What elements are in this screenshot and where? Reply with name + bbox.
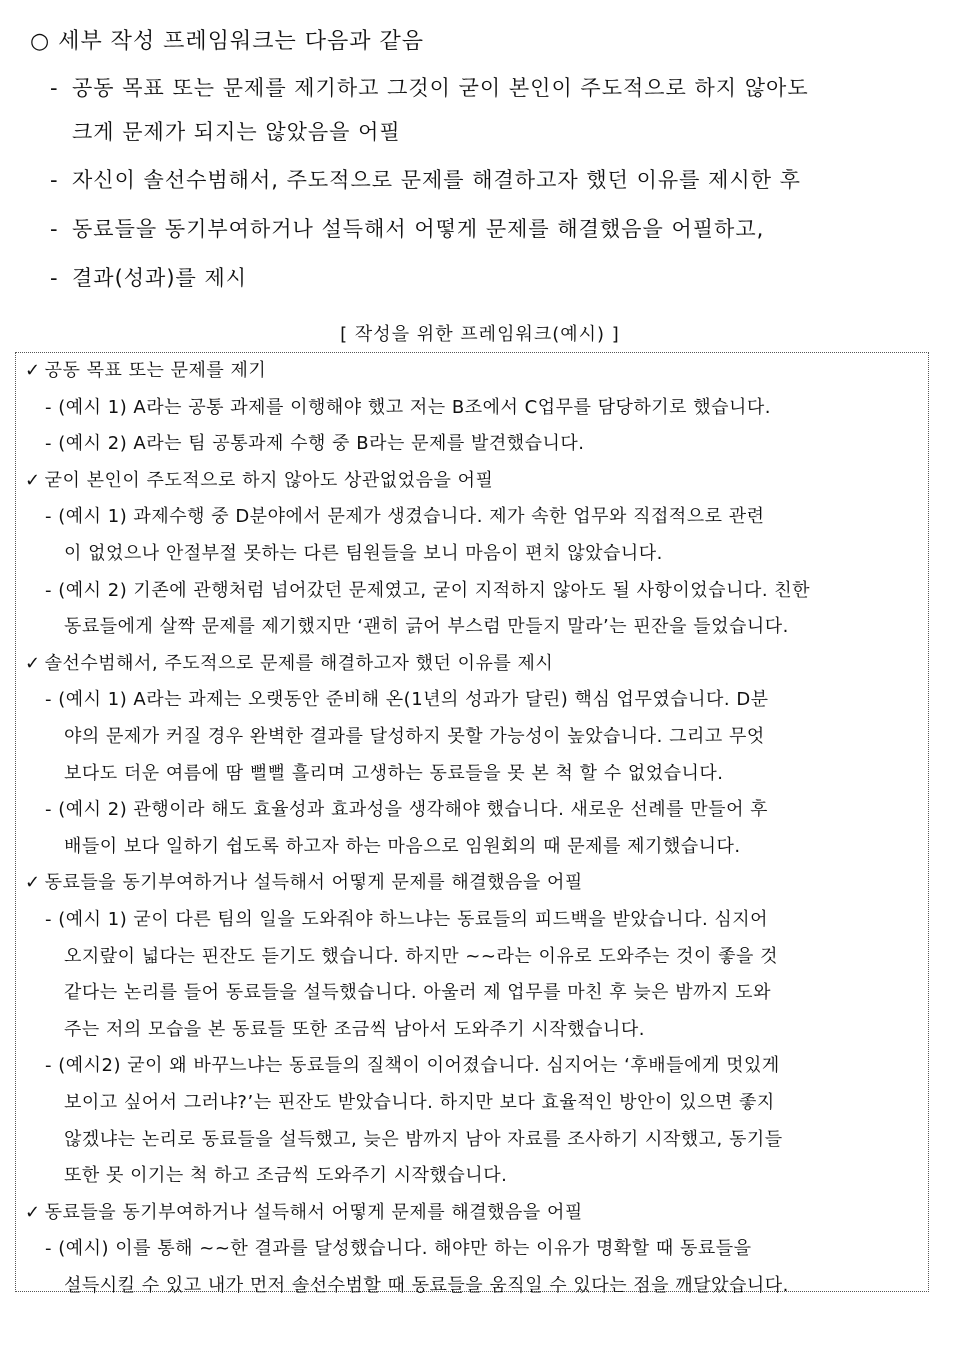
- framework-line-text: - (예시2) 굳이 왜 바꾸느냐는 동료들의 질책이 이어졌습니다. 심지어는 ‘후배들에게 멋있게: [45, 1055, 780, 1077]
- checkmark-icon: ✓: [25, 469, 41, 491]
- framework-line-text: 이 없었으나 안절부절 못하는 다른 팀원들을 보니 마음이 편치 않았습니다.: [64, 543, 663, 564]
- dash-marker: -: [50, 168, 59, 192]
- intro-item-3: [50, 207, 950, 251]
- framework-line-text: 설득시킬 수 있고 내가 먼저 솔선수범할 때 동료들을 움직일 수 있다는 점을 깨달았습니다.: [64, 1275, 789, 1296]
- framework-line-text: - (예시 2) A라는 팀 공통과제 수행 중 B라는 문제를 발견했습니다.: [45, 433, 585, 455]
- framework-line-text: 굳이 본인이 주도적으로 하지 않아도 상관없었음을 어필: [44, 469, 494, 491]
- framework-example-line: [64, 1088, 775, 1114]
- intro-item-line: 동료들을 동기부여하거나 설득해서 어떻게 문제를 해결했음을 어필하고,: [72, 217, 765, 241]
- framework-title: [ 작성을 위한 프레임워크(예시) ]: [340, 324, 620, 345]
- framework-example-line: [45, 429, 585, 455]
- framework-section-heading: [25, 466, 493, 492]
- framework-example-line: [64, 978, 771, 1004]
- intro-item-line: 공동 목표 또는 문제를 제기하고 그것이 굳이 본인이 주도적으로 하지 않아도: [72, 76, 809, 100]
- framework-box: [15, 352, 929, 1292]
- intro-item-1: [50, 66, 950, 154]
- checkmark-icon: ✓: [25, 872, 41, 894]
- framework-line-text: 또한 못 이기는 척 하고 조금씩 도와주기 시작했습니다.: [64, 1165, 508, 1187]
- framework-example-line: [64, 1125, 783, 1151]
- framework-line-text: - (예시 1) 굳이 다른 팀의 일을 도와줘야 하느냐는 동료들의 피드백을 받았습니다. 심지어: [45, 909, 769, 930]
- framework-example-line: [64, 612, 789, 638]
- dash-marker: -: [50, 266, 59, 290]
- dash-marker: -: [50, 76, 59, 100]
- framework-line-text: 같다는 논리를 들어 동료들을 설득했습니다. 아울러 제 업무를 마친 후 늦은 밤까지 도와: [64, 982, 771, 1004]
- framework-example-line: [64, 1015, 645, 1041]
- framework-line-text: 야의 문제가 커질 경우 완벽한 결과를 달성하지 못할 가능성이 높았습니다. 그리고 무엇: [64, 726, 765, 747]
- framework-section-heading: [25, 868, 583, 894]
- framework-line-text: - (예시 2) 관행이라 해도 효율성과 효과성을 생각해야 했습니다. 새로운 선례를 만들어 후: [45, 799, 769, 821]
- framework-section-heading: [25, 1198, 583, 1224]
- framework-line-text: 주는 저의 모습을 본 동료들 또한 조금씩 남아서 도와주기 시작했습니다.: [64, 1018, 645, 1040]
- framework-example-line: [45, 1234, 752, 1260]
- intro-item-4: [50, 256, 950, 300]
- framework-example-line: [45, 905, 768, 931]
- framework-line-text: - (예시 2) 기존에 관행처럼 넘어갔던 문제였고, 굳이 지적하지 않아도 될 사항이었습니다. 친한: [45, 579, 811, 601]
- framework-line-text: - (예시) 이를 통해 ~~한 결과를 달성했습니다. 해야만 하는 이유가 명확할 때 동료들을: [45, 1238, 752, 1260]
- framework-example-line: [64, 942, 778, 968]
- intro-item-line: 자신이 솔선수범해서, 주도적으로 문제를 해결하고자 했던 이유를 제시한 후: [72, 168, 801, 192]
- framework-line-text: 동료들을 동기부여하거나 설득해서 어떻게 문제를 해결했음을 어필: [44, 872, 583, 894]
- framework-example-line: [64, 539, 663, 565]
- framework-line-text: 동료들에게 살짝 문제를 제기했지만 ‘괜히 긁어 부스럼 만들지 말라’는 핀잔을 들었습니다.: [64, 616, 789, 638]
- framework-section-heading: [25, 356, 266, 382]
- framework-example-line: [64, 1271, 789, 1297]
- intro-heading: ○ 세부 작성 프레임워크는 다음과 같음: [30, 29, 424, 54]
- framework-line-text: - (예시 1) 과제수행 중 D분야에서 문제가 생겼습니다. 제가 속한 업무와 직접적으로 관련: [45, 506, 765, 528]
- checkmark-icon: ✓: [25, 1201, 41, 1223]
- framework-example-line: [45, 502, 765, 528]
- framework-section-heading: [25, 649, 553, 675]
- dash-marker: -: [50, 217, 59, 241]
- framework-line-text: - (예시 1) A라는 과제는 오랫동안 준비해 온(1년의 성과가 달린) 핵심 업무였습니다. D분: [45, 689, 769, 711]
- framework-line-text: 보이고 싶어서 그러냐?’는 핀잔도 받았습니다. 하지만 보다 효율적인 방안이 있으면 좋지: [64, 1092, 775, 1113]
- framework-line-text: 않겠냐는 논리로 동료들을 설득했고, 늦은 밤까지 남아 자료를 조사하기 시작했고, 동기들: [64, 1128, 783, 1150]
- checkmark-icon: ✓: [25, 360, 41, 381]
- framework-line-text: - (예시 1) A라는 공통 과제를 이행해야 했고 저는 B조에서 C업무를 담당하기로 했습니다.: [45, 396, 772, 418]
- framework-line-text: 솔선수범해서, 주도적으로 문제를 해결하고자 했던 이유를 제시: [44, 652, 554, 674]
- framework-example-line: [64, 759, 724, 785]
- framework-example-line: [45, 1051, 780, 1077]
- framework-example-line: [64, 722, 765, 748]
- intro-item-2: [50, 158, 950, 202]
- framework-example-line: [45, 393, 771, 419]
- framework-example-line: [45, 685, 769, 711]
- framework-example-line: [64, 1161, 507, 1187]
- intro-item-line: 크게 문제가 되지는 않았음을 어필: [72, 120, 401, 144]
- framework-example-line: [45, 795, 768, 821]
- checkmark-icon: ✓: [25, 652, 41, 674]
- framework-line-text: 동료들을 동기부여하거나 설득해서 어떻게 문제를 해결했음을 어필: [44, 1201, 583, 1223]
- framework-example-line: [45, 576, 810, 602]
- framework-line-text: 오지랖이 넓다는 핀잔도 듣기도 했습니다. 하지만 ~~라는 이유로 도와주는 것이 좋을 것: [64, 945, 779, 967]
- framework-line-text: 배들이 보다 일하기 쉽도록 하고자 하는 마음으로 임원회의 때 문제를 제기했습니다.: [64, 835, 741, 857]
- framework-line-text: 보다도 더운 여름에 땀 뻘뻘 흘리며 고생하는 동료들을 못 본 척 할 수 없었습니다.: [64, 762, 724, 784]
- intro-item-line: 결과(성과)를 제시: [72, 266, 248, 290]
- framework-example-line: [64, 832, 741, 858]
- framework-line-text: 공동 목표 또는 문제를 제기: [44, 360, 267, 381]
